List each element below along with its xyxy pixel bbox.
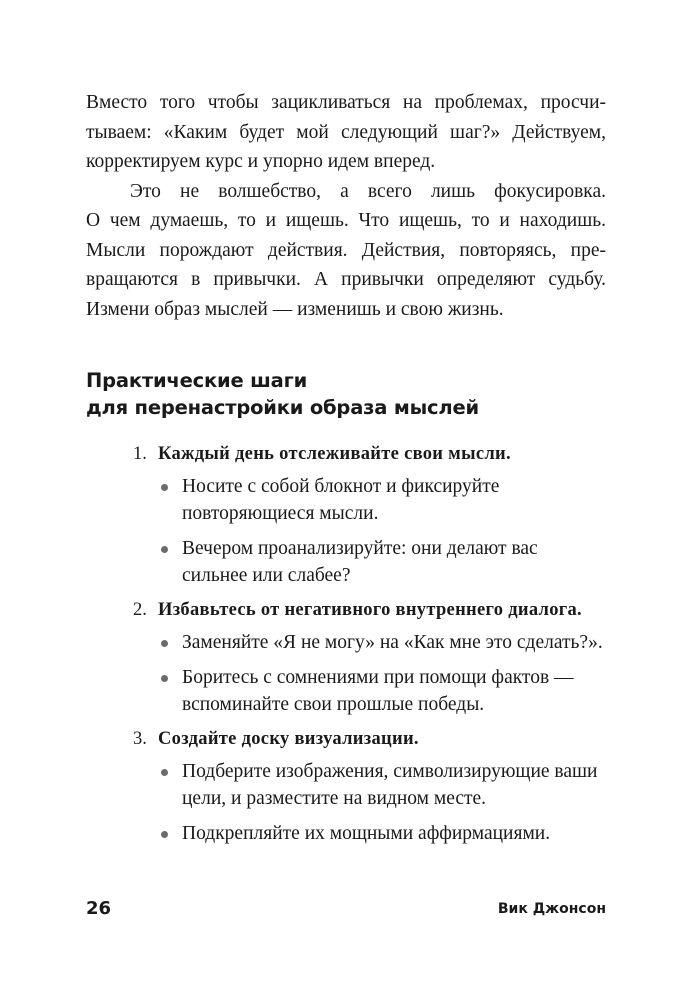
step-number: 2. [133, 600, 147, 620]
text-line: тываем: «Каким будет мой следующий шаг?» Действуем, [86, 121, 606, 143]
text-line: Это не волшебство, а всего лишь фокусировка. [130, 180, 606, 202]
step-item [86, 441, 606, 589]
page-number: 26 [86, 898, 112, 919]
page-footer [86, 898, 606, 922]
step-item [86, 597, 606, 718]
text-line: корректируем курс и упорно идем вперед. [86, 151, 436, 172]
heading-line-1: Практические шаги [86, 369, 308, 392]
text-line: Измени образ мыслей — изменишь и свою жизнь. [86, 298, 504, 320]
text-line: вращаются в привычки. А привычки определяют судьбу. [86, 269, 606, 290]
page-content [86, 88, 606, 855]
step-title: Каждый день отслеживайте свои мысли. [158, 444, 511, 464]
bullet-list [158, 473, 606, 589]
bullet-item: Заменяйте «Я не могу» на «Как мне это сделать?». [158, 629, 606, 656]
section-heading [86, 367, 606, 421]
step-title: Избавьтесь от негативного внутреннего диалога. [158, 600, 582, 620]
intro-paragraph-2 [86, 177, 606, 325]
step-number: 3. [133, 729, 147, 749]
text-line: Мысли порождают действия. Действия, повторяясь, пре- [86, 239, 606, 261]
bullet-item: Носите с собой блокнот и фиксируйте повторяющиеся мысли. [158, 473, 606, 527]
bullet-item: Подберите изображения, символизирующие ваши цели, и разместите на видном месте. [158, 758, 606, 812]
bullet-item: Боритесь с сомнениями при помощи фактов — вспоминайте свои прошлые победы. [158, 664, 606, 718]
step-item [86, 726, 606, 847]
text-line: О чем думаешь, то и ищешь. Что ищешь, то и находишь. [86, 210, 606, 231]
step-title: Создайте доску визуализации. [158, 729, 419, 749]
step-number: 1. [133, 444, 147, 464]
bullet-item: Подкрепляйте их мощными аффирмациями. [158, 820, 606, 847]
bullet-list [158, 758, 606, 847]
running-footer-author: Вик Джонсон [497, 901, 606, 917]
bullet-item: Вечером проанализируйте: они делают вас сильнее или слабее? [158, 535, 606, 589]
text-line: Вместо того чтобы зацикливаться на проблемах, просчи- [86, 92, 606, 113]
steps-list [86, 441, 606, 847]
heading-line-2: для перенастройки образа мыслей [86, 396, 479, 419]
bullet-list [158, 629, 606, 718]
intro-paragraph-1 [86, 88, 606, 177]
